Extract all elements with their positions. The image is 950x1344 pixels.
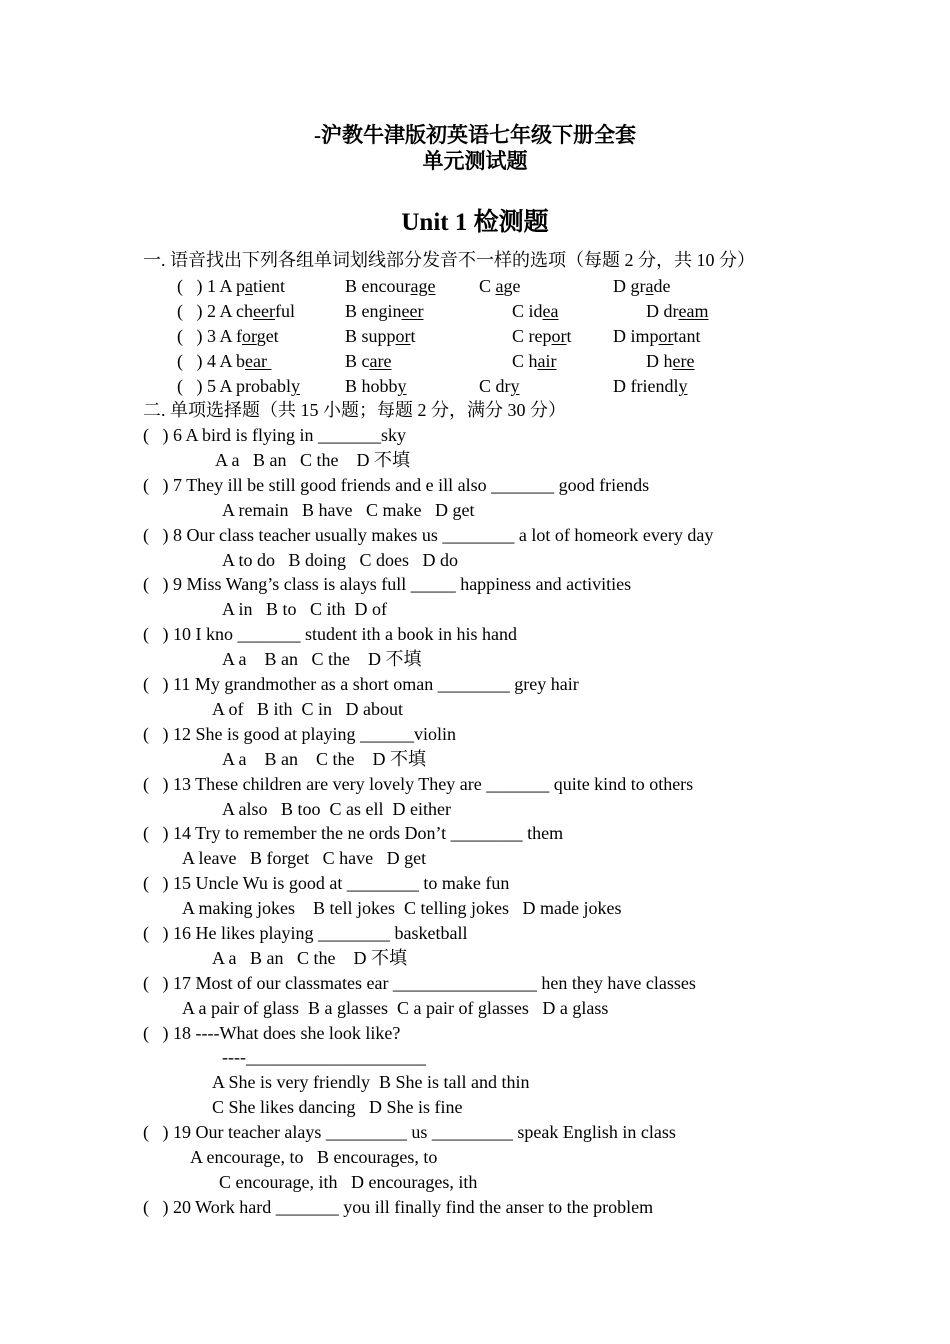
question-line: ( ) 14 Try to remember the ne ords Don’t ________ them xyxy=(143,823,564,843)
option-b: B hobby xyxy=(345,376,407,396)
option-b: B support xyxy=(345,326,416,346)
options-line: A of B ith C in D about xyxy=(212,699,404,719)
options-line: A encourage, to B encourages, to xyxy=(190,1147,438,1167)
option-b: B encourage xyxy=(345,276,436,296)
option-d: D friendly xyxy=(613,376,688,396)
question-line: ( ) 10 I kno _______ student ith a book in his hand xyxy=(143,624,517,644)
options-line: A a B an C the D 不填 xyxy=(212,948,407,968)
option-d: D dream xyxy=(646,301,709,321)
option-d: D important xyxy=(613,326,701,346)
options-line: A remain B have C make D get xyxy=(222,500,475,520)
question-line: ( ) 6 A bird is flying in _______sky xyxy=(143,425,407,445)
question-line: ( ) 19 Our teacher alays _________ us _________ speak English in class xyxy=(143,1122,676,1142)
options-line: C She likes dancing D She is fine xyxy=(212,1097,463,1117)
question-line: ( ) 17 Most of our classmates ear ________________ hen they have classes xyxy=(143,973,696,993)
question-line: ( ) 13 These children are very lovely They are _______ quite kind to others xyxy=(143,774,694,794)
options-line: A a B an C the D 不填 xyxy=(222,749,426,769)
section-2-heading: 二. 单项选择题（共 15 小题；每题 2 分，满分 30 分） xyxy=(143,400,566,420)
question-number: ( ) 3 A forget xyxy=(177,326,279,346)
option-c: C dry xyxy=(479,376,520,396)
options-line: A leave B forget C have D get xyxy=(182,848,427,868)
document-subtitle: 单元测试题 xyxy=(422,149,528,173)
answer-blank-line: ----____________________ xyxy=(222,1047,426,1067)
options-line: A She is very friendly B She is tall and thin xyxy=(212,1072,530,1092)
options-line: A to do B doing C does D do xyxy=(222,550,459,570)
option-c: C report xyxy=(512,326,572,346)
section-1-heading: 一. 语音找出下列各组单词划线部分发音不一样的选项（每题 2 分，共 10 分） xyxy=(143,250,755,270)
question-line: ( ) 20 Work hard _______ you ill finally find the anser to the problem xyxy=(143,1197,654,1217)
options-line: A making jokes B tell jokes C telling jokes D made jokes xyxy=(182,898,622,918)
question-line: ( ) 7 They ill be still good friends and e ill also _______ good friends xyxy=(143,475,650,495)
option-c: C hair xyxy=(512,351,557,371)
question-line: ( ) 16 He likes playing ________ basketball xyxy=(143,923,468,943)
question-line: ( ) 9 Miss Wang’s class is alays full _____ happiness and activities xyxy=(143,574,632,594)
question-line: ( ) 12 She is good at playing ______violin xyxy=(143,724,456,744)
question-line: ( ) 11 My grandmother as a short oman ________ grey hair xyxy=(143,674,579,694)
option-c: C idea xyxy=(512,301,559,321)
question-number: ( ) 5 A probably xyxy=(177,376,300,396)
unit-title: Unit 1 检测题 xyxy=(401,209,549,236)
options-line: A also B too C as ell D either xyxy=(222,799,451,819)
options-line: A a B an C the D 不填 xyxy=(215,450,410,470)
options-line: A a pair of glass B a glasses C a pair of glasses D a glass xyxy=(182,998,609,1018)
document-title: -沪教牛津版初英语七年级下册全套 xyxy=(314,123,636,147)
option-b: B care xyxy=(345,351,392,371)
options-line: C encourage, ith D encourages, ith xyxy=(219,1172,478,1192)
question-line: ( ) 8 Our class teacher usually makes us ________ a lot of homeork every day xyxy=(143,525,714,545)
question-line: ( ) 18 ----What does she look like? xyxy=(143,1023,401,1043)
options-line: A in B to C ith D of xyxy=(222,599,388,619)
question-line: ( ) 15 Uncle Wu is good at ________ to make fun xyxy=(143,873,510,893)
question-number: ( ) 1 A patient xyxy=(177,276,286,296)
option-d: D grade xyxy=(613,276,671,296)
question-number: ( ) 2 A cheerful xyxy=(177,301,295,321)
option-d: D here xyxy=(646,351,695,371)
options-line: A a B an C the D 不填 xyxy=(222,649,422,669)
question-number: ( ) 4 A bear xyxy=(177,351,272,371)
option-c: C age xyxy=(479,276,521,296)
option-b: B engineer xyxy=(345,301,424,321)
